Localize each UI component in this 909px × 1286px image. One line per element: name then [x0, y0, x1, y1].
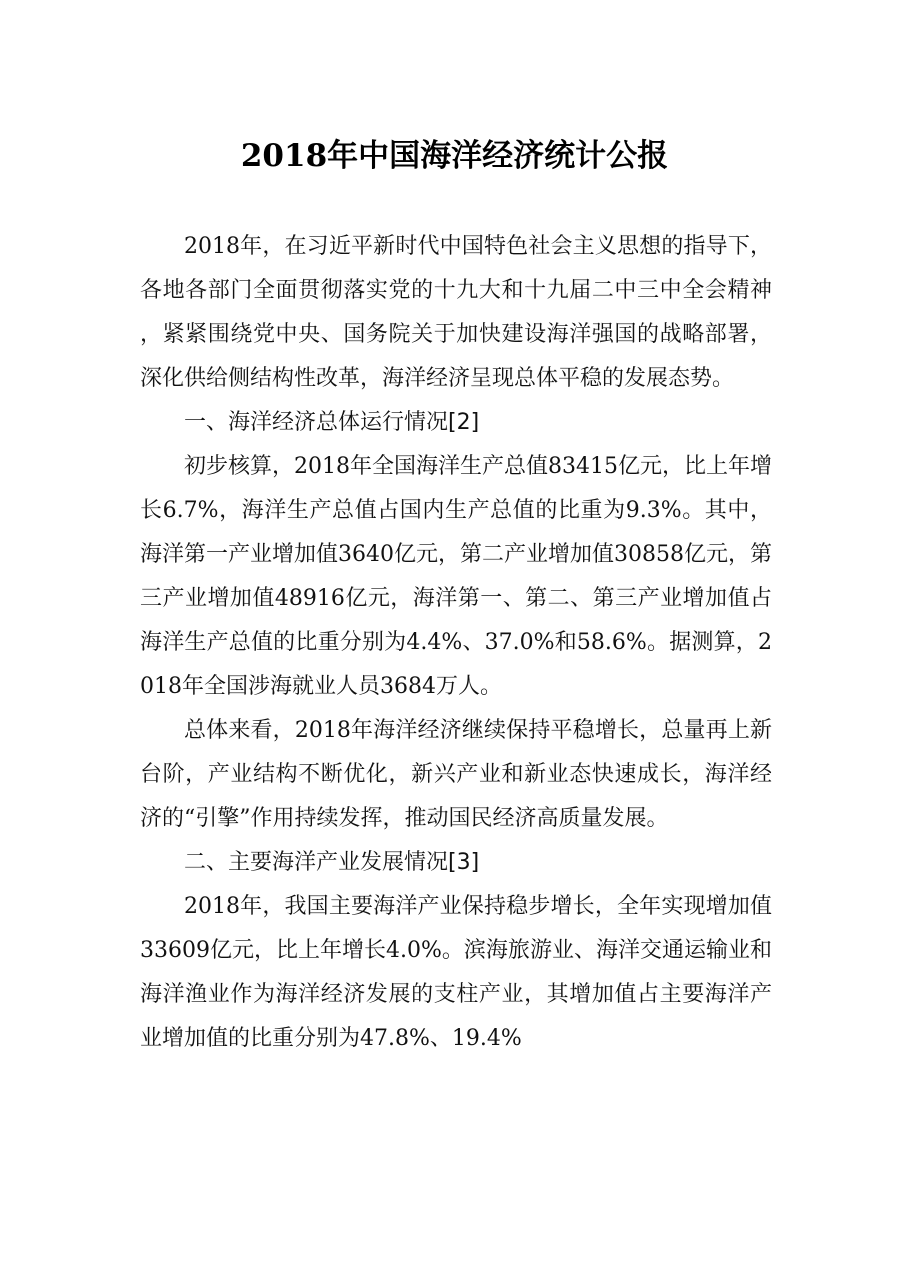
paragraph-intro: 2018年，在习近平新时代中国特色社会主义思想的指导下，各地各部门全面贯彻落实党的十九大和十九届二中三中全会精神，紧紧围绕党中央、国务院关于加快建设海洋强国的战略部署，深化供给侧结构性改革，海洋经济呈现总体平稳的发展态势。 [140, 234, 772, 391]
paragraph-accounting: 初步核算，2018年全国海洋生产总值83415亿元，比上年增长6.7%，海洋生产总值占国内生产总值的比重为9.3%。其中，海洋第一产业增加值3640亿元，第二产业增加值30858亿元，第三产业增加值48916亿元，海洋第一、第二、第三产业增加值占海洋生产总值的比重分别为4.4%、37.0%和58.6%。据测算，2018年全国涉海就业人员3684万人。 [140, 454, 772, 699]
document-title: 2018年中国海洋经济统计公报 [240, 138, 669, 174]
paragraph-summary: 总体来看，2018年海洋经济继续保持平稳增长，总量再上新台阶，产业结构不断优化，新兴产业和新业态快速成长，海洋经济的“引擎”作用持续发挥，推动国民经济高质量发展。 [140, 718, 772, 831]
section-heading-overall: 一、海洋经济总体运行情况[2] [184, 410, 480, 435]
paragraph-industries: 2018年，我国主要海洋产业保持稳步增长，全年实现增加值33609亿元，比上年增长4.0%。滨海旅游业、海洋交通运输业和海洋渔业作为海洋经济发展的支柱产业，其增加值占主要海洋产业增加值的比重分别为47.8%、19.4% [140, 894, 772, 1051]
document-body [140, 225, 772, 1061]
section-heading-industries: 二、主要海洋产业发展情况[3] [184, 850, 480, 875]
